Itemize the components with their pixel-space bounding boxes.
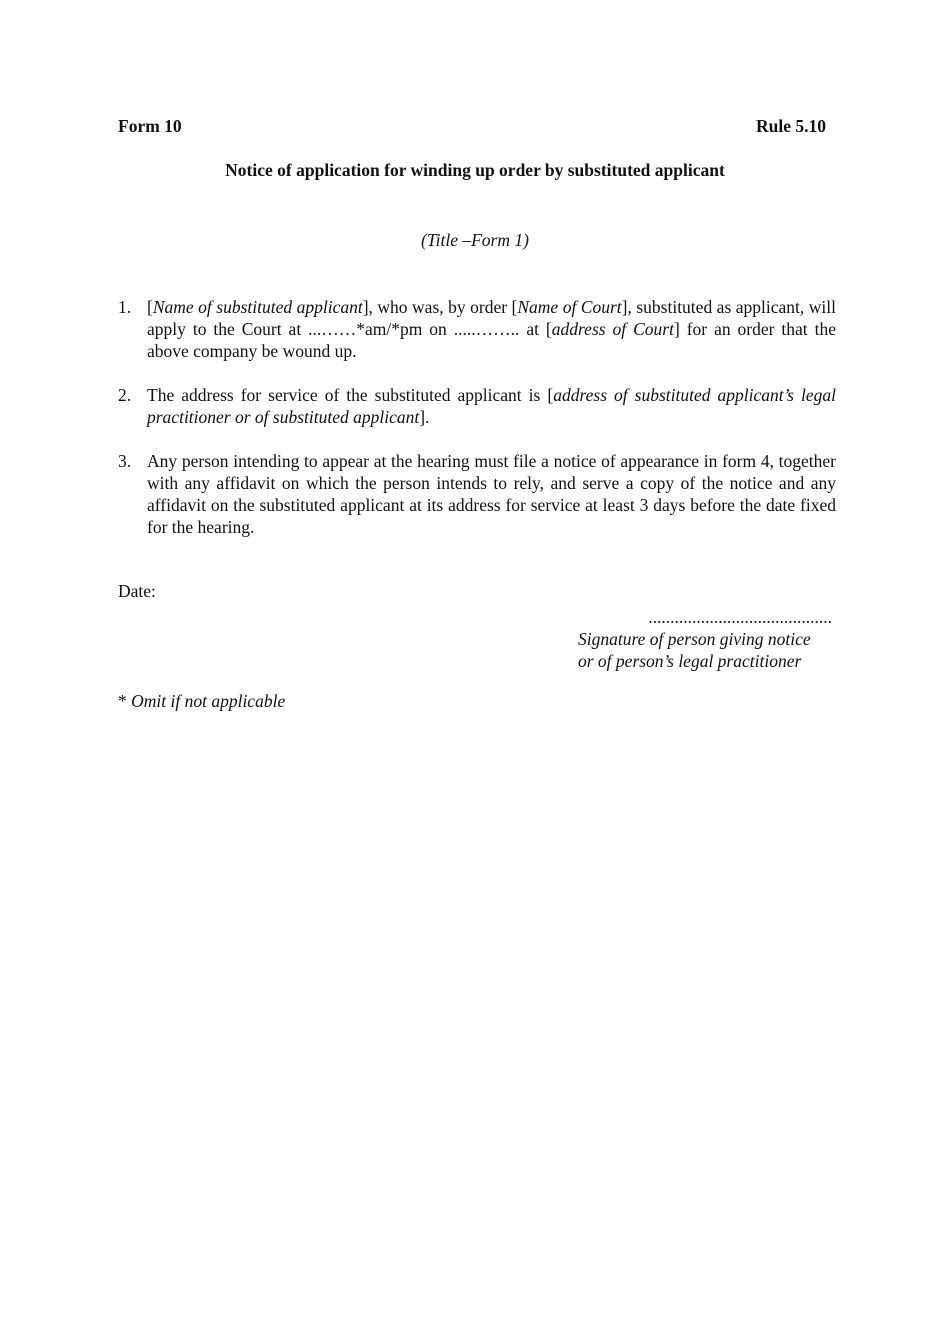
placeholder-text: Name of substituted applicant [152,297,363,317]
title-reference: (Title –Form 1) [421,230,529,250]
paragraph-text: ]. [419,407,430,427]
paragraph-text: ], substituted as applicant, will apply to the Court at ...……*am/*pm on .....…….. at [ [147,297,836,339]
paragraph-text: The address for service of the substituted applicant is [ [147,385,554,405]
paragraph-body [147,450,836,538]
rule-number: Rule 5.10 [756,116,826,136]
paragraph-number: 2. [118,385,132,405]
paragraph-3 [118,450,836,538]
paragraph-1 [118,296,836,362]
document-heading: Notice of application for winding up order by substituted applicant [225,160,725,180]
placeholder-text: address of substituted applicant’s legal practitioner or of substituted applicant [147,385,836,427]
paragraph-number: 1. [118,297,132,317]
paragraph-body [147,296,836,362]
signature-caption-line-1: Signature of person giving notice [578,629,811,649]
footnote-text: Omit if not applicable [131,691,286,711]
paragraph-text: ], who was, by order [ [362,297,518,317]
paragraph-text: [ [147,297,153,317]
paragraph-body [147,384,836,428]
footnote-marker: * [118,691,132,711]
placeholder-text: Name of Court [517,297,622,317]
numbered-paragraphs [118,296,836,560]
signature-caption-line-2: or of person’s legal practitioner [578,651,802,671]
signature-block [578,606,838,672]
date-label: Date: [118,581,156,601]
placeholder-text: address of Court [551,319,674,339]
footnote [118,691,285,712]
paragraph-text: Any person intending to appear at the hearing must file a notice of appearance in form 4, together with any affidavit on which the person intends to rely, and serve a copy of the notice and any affidavit on the substituted applicant at its address for service at least 3 days before the date fixed for the hearing. [147,451,836,537]
form-number: Form 10 [118,116,182,136]
paragraph-number: 3. [118,451,132,471]
signature-line: .......................................... [648,607,832,627]
paragraph-text: ] for an order that the above company be wound up. [147,319,836,361]
paragraph-2 [118,384,836,428]
